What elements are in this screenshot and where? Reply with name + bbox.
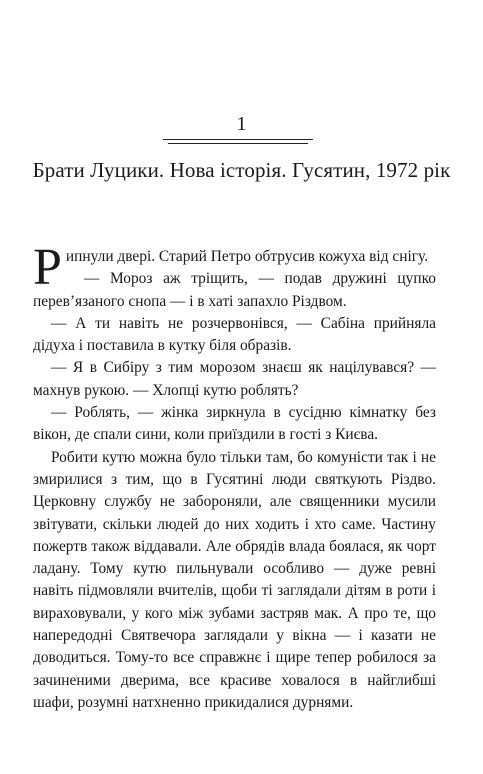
chapter-divider-bottom [168, 143, 308, 144]
drop-cap: Р [33, 239, 62, 296]
paragraph: — Роблять, — жінка зиркнула в сусідню кімнатку без вікон, де спали сини, коли приїздили в гості з Києва. [33, 404, 436, 444]
chapter-number: 1 [236, 113, 247, 135]
paragraph: — Мороз аж тріщить, — подав дружині цупко перев’язаного снопа — і в хаті запахло Різдвом. [33, 270, 436, 310]
chapter-body [33, 239, 436, 714]
paragraph: Робити кутю можна було тільки там, бо комуністи так і не змирилися з тим, що в Гусятині люди святкують Різдво. Церковну службу не забороняли, але священники мусили звітувати, скільки людей до них ходить і хто саме. Частину пожертв також віддавали. Але обрядів влада боялася, як чорт ладану. Тому кутю пильнували особливо — дуже ревні навіть підмовляли вчителів, щоби ті заглядали дітям в роти і вираховували, у кого між зубами застряв мак. А про те, що напередодні Святвечора заглядали у вікна — і казати не доводиться. Тому-то все справжнє і щире тепер робилося за зачиненими дверима, все красиве ховалося в найглибші шафи, розумні натхненно прикидалися дурнями. [33, 448, 436, 711]
paragraph: — Я в Сибіру з тим морозом знаєш як націлувався? — махнув рукою. — Хлопці кутю роблять? [33, 359, 436, 399]
chapter-title: Брати Луцики. Нова історія. Гусятин, 1972 рік [32, 158, 451, 182]
paragraph: — А ти навіть не розчервонівся, — Сабіна прийняла дідуха і поставила в кутку біля образів. [33, 314, 436, 355]
paragraph-text: ипнули двері. Старий Петро обтрусив кожуха від снігу. [65, 248, 429, 265]
chapter-divider-top [163, 139, 313, 140]
